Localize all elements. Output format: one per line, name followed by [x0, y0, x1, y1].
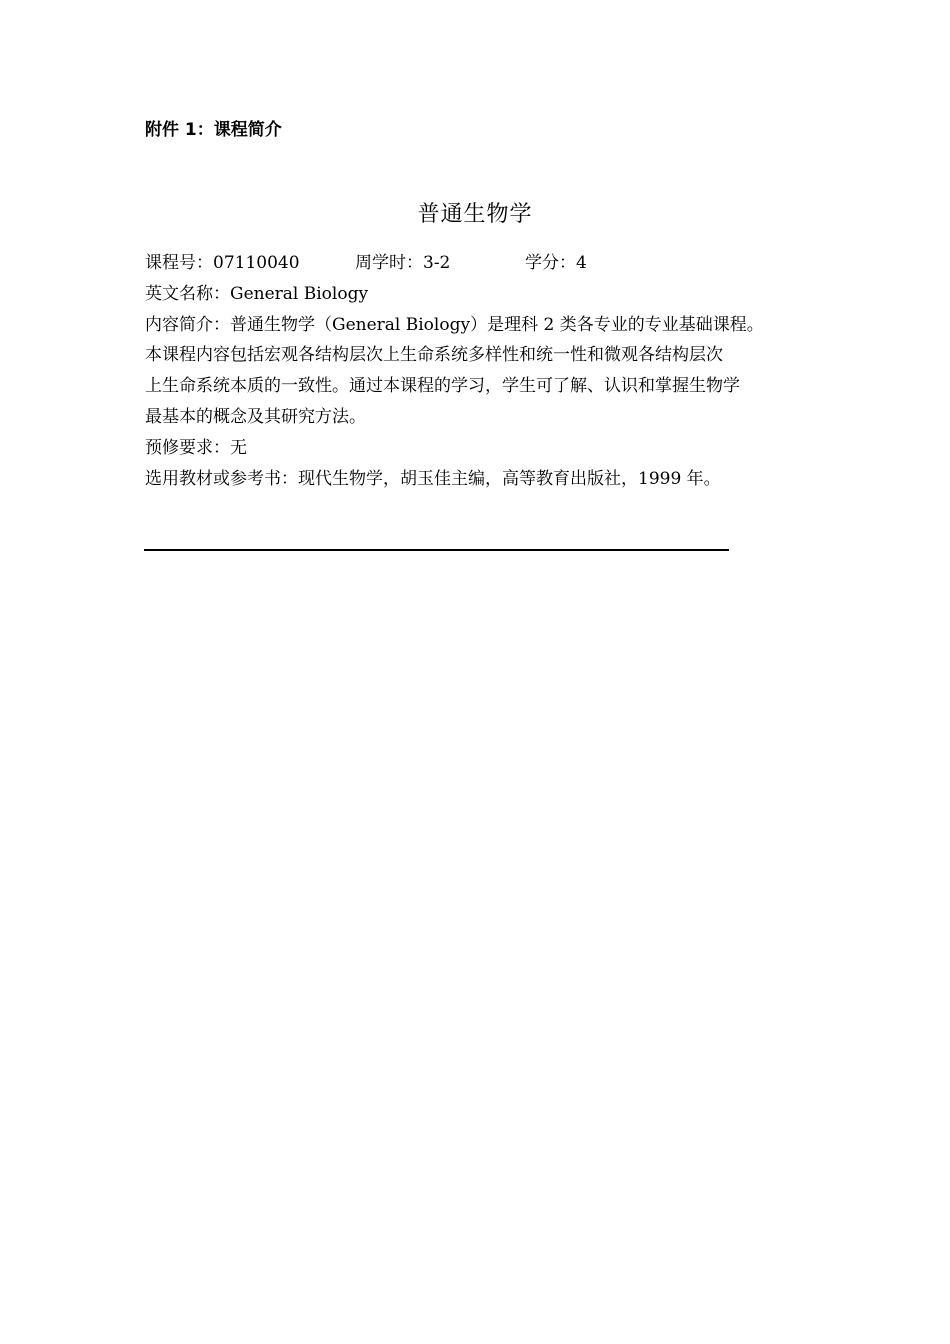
horizontal-divider — [144, 549, 729, 551]
textbook: 选用教材或参考书：现代生物学，胡玉佳主编，高等教育出版社，1999 年。 — [145, 468, 721, 489]
course-number: 课程号：07110040 — [145, 253, 300, 273]
course-title: 普通生物学 — [417, 202, 533, 227]
prerequisites: 预修要求：无 — [145, 437, 247, 458]
attachment-label: 附件 1：课程简介 — [145, 120, 282, 140]
description-line: 最基本的概念及其研究方法。 — [145, 406, 366, 427]
description-line: 上生命系统本质的一致性。通过本课程的学习，学生可了解、认识和掌握生物学 — [145, 376, 740, 397]
description-line: 本课程内容包括宏观各结构层次上生命系统多样性和统一性和微观各结构层次 — [145, 345, 723, 366]
course-description — [145, 310, 815, 433]
english-name: 英文名称：General Biology — [145, 283, 369, 304]
description-line: 内容简介：普通生物学（General Biology）是理科 2 类各专业的专业基础课程。 — [145, 314, 764, 335]
weekly-hours: 周学时：3-2 — [355, 253, 451, 273]
course-meta-row — [145, 248, 815, 279]
credits: 学分：4 — [525, 253, 587, 273]
course-info — [145, 248, 815, 494]
